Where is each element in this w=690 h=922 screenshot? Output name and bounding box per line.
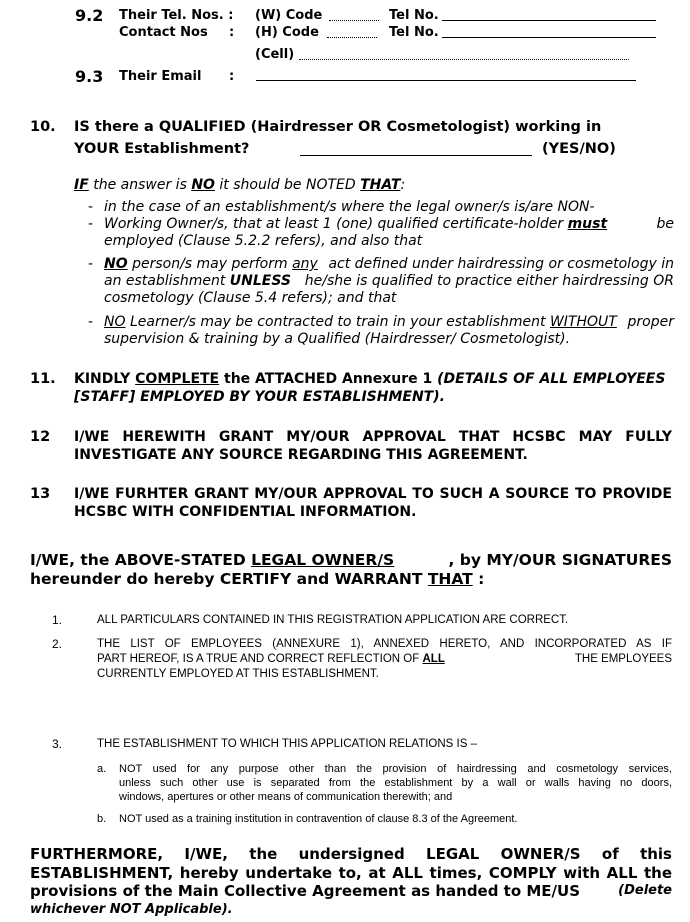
section-10-question-line2: YOUR Establishment? xyxy=(74,141,250,157)
item-2-text: THE LIST OF EMPLOYEES (ANNEXURE 1), ANNEXED HERETO, AND INCORPORATED AS IF PART HEREOF, IS A TRUE AND CORRECT REFLECTION OF ALL THE EMPLOYEES CURRENTLY EMPLOYED AT THIS ESTABLISHMENT. xyxy=(97,638,672,680)
work-tel-field[interactable] xyxy=(442,20,656,21)
section-9-2-number: 9.2 xyxy=(75,6,104,25)
home-code-field[interactable] xyxy=(327,37,377,38)
item-1-text: ALL PARTICULARS CONTAINED IN THIS REGISTRATION APPLICATION ARE CORRECT. xyxy=(97,614,569,626)
item-2-number: 2. xyxy=(52,637,63,651)
email-label: Their Email xyxy=(119,69,202,84)
item-3a-text: NOT used for any purpose other than the provision of hairdressing and cosmetology services, unless such other use is separated from the establishment by a wall or walls having no doors, windows, apertures or other means of communication therewith; and xyxy=(119,763,672,803)
note-bullet-3: NO Learner/s may be contracted to train in your establishment WITHOUT proper supervision & training by a Qualified (Hairdresser/ Cosmetologist). xyxy=(104,314,674,347)
work-tel-label: Tel No. xyxy=(389,8,439,23)
work-code-label: (W) Code xyxy=(255,8,323,23)
home-tel-field[interactable] xyxy=(442,37,656,38)
home-code-label: (H) Code xyxy=(255,25,319,40)
certify-statement: I/WE, the ABOVE-STATED LEGAL OWNER/S , by MY/OUR SIGNATURES hereunder do hereby CERTIFY and WARRANT THAT : xyxy=(30,551,672,588)
qualified-answer-field[interactable] xyxy=(300,155,532,156)
email-colon: : xyxy=(229,69,235,84)
section-13-number: 13 xyxy=(30,486,51,502)
email-field[interactable] xyxy=(256,80,636,81)
section-11-text: KINDLY COMPLETE the ATTACHED Annexure 1 (DETAILS OF ALL EMPLOYEES [STAFF] EMPLOYED BY YOUR ESTABLISHMENT). xyxy=(74,371,666,405)
cell-field[interactable] xyxy=(299,59,629,60)
contact-nos-label: Contact Nos xyxy=(119,25,208,40)
section-11-number: 11. xyxy=(30,371,56,387)
section-10-question-line1: IS there a QUALIFIED (Hairdresser OR Cosmetologist) working in xyxy=(74,119,602,135)
contact-nos-colon: : xyxy=(229,25,235,40)
section-12-text: I/WE HEREWITH GRANT MY/OUR APPROVAL THAT HCSBC MAY FULLY INVESTIGATE ANY SOURCE REGARDING THIS AGREEMENT. xyxy=(74,429,672,463)
note-bullet-1: in the case of an establishment/s where the legal owner/s is/are NON- Working Owner/s, that at least 1 (one) qualified certificate-holder must be employed (Clause 5.2.2 refers), and also that xyxy=(104,199,674,249)
item-3-number: 3. xyxy=(52,737,63,751)
item-3b-label: b. xyxy=(97,813,107,825)
cell-label: (Cell) xyxy=(255,47,295,62)
item-1-number: 1. xyxy=(52,613,63,627)
item-3a-label: a. xyxy=(97,763,107,775)
furthermore-statement: FURTHERMORE, I/WE, the undersigned LEGAL OWNER/S of this ESTABLISHMENT, hereby undertake to, at ALL times, COMPLY with ALL the provisions of the Main Collective Agreement as handed to ME/US (Delete whichever NOT Applicable). xyxy=(30,845,672,917)
work-code-field[interactable] xyxy=(329,20,379,21)
section-10-number: 10. xyxy=(30,119,56,135)
home-tel-label: Tel No. xyxy=(389,25,439,40)
yes-no-hint: (YES/NO) xyxy=(542,141,616,157)
section-9-3-number: 9.3 xyxy=(75,67,104,86)
item-3-text: THE ESTABLISHMENT TO WHICH THIS APPLICATION RELATIONS IS – xyxy=(97,738,478,750)
if-answer-no-note: IF the answer is NO it should be NOTED THAT: xyxy=(74,177,406,193)
tel-nos-label: Their Tel. Nos. : xyxy=(119,8,234,23)
section-13-text: I/WE FURHTER GRANT MY/OUR APPROVAL TO SUCH A SOURCE TO PROVIDE HCSBC WITH CONFIDENTIAL INFORMATION. xyxy=(74,486,672,520)
section-12-number: 12 xyxy=(30,429,51,445)
item-3b-text: NOT used as a training institution in contravention of clause 8.3 of the Agreement. xyxy=(119,813,518,825)
note-bullet-2: NO person/s may perform any act defined under hairdressing or cosmetology in an establishment UNLESS he/she is qualified to practice either hairdressing OR cosmetology (Clause 5.4 refers); and that xyxy=(104,256,674,306)
